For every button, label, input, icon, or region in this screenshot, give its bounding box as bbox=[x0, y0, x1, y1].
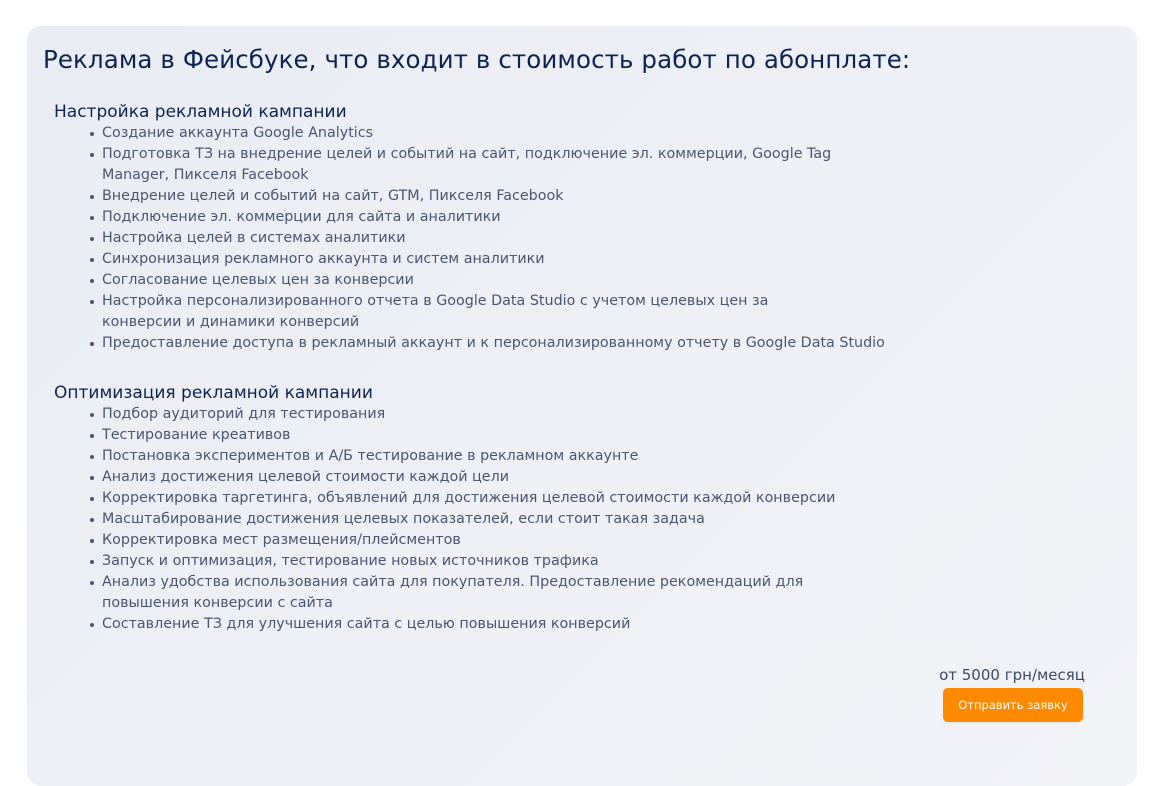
list-item: Подготовка ТЗ на внедрение целей и событий на сайт, подключение эл. коммерции, Google Tag Manager, Пикселя Facebook bbox=[102, 144, 884, 186]
list-item: Синхронизация рекламного аккаунта и систем аналитики bbox=[102, 249, 914, 270]
section-title: Оптимизация рекламной кампании bbox=[54, 383, 373, 403]
list-item: Согласование целевых цен за конверсии bbox=[102, 270, 914, 291]
list-item: Тестирование креативов bbox=[102, 425, 914, 446]
list-item: Создание аккаунта Google Analytics bbox=[102, 123, 914, 144]
list-item: Масштабирование достижения целевых показателей, если стоит такая задача bbox=[102, 509, 914, 530]
list-item: Запуск и оптимизация, тестирование новых источников трафика bbox=[102, 551, 914, 572]
section-setup bbox=[54, 102, 914, 354]
list-item: Анализ достижения целевой стоимости каждой цели bbox=[102, 467, 914, 488]
submit-request-button[interactable]: Отправить заявку bbox=[943, 688, 1083, 722]
pricing-card bbox=[27, 26, 1137, 786]
list-item: Внедрение целей и событий на сайт, GTM, Пикселя Facebook bbox=[102, 186, 914, 207]
section-title: Настройка рекламной кампании bbox=[54, 102, 347, 122]
list-item: Предоставление доступа в рекламный аккаунт и к персонализированному отчету в Google Data Studio bbox=[102, 333, 914, 354]
list-item: Анализ удобства использования сайта для покупателя. Предоставление рекомендаций для повышения конверсии с сайта bbox=[102, 572, 862, 614]
list-item: Настройка целей в системах аналитики bbox=[102, 228, 914, 249]
list-item: Корректировка мест размещения/плейсментов bbox=[102, 530, 914, 551]
list-item: Корректировка таргетинга, объявлений для достижения целевой стоимости каждой конверсии bbox=[102, 488, 914, 509]
section-optimization bbox=[54, 383, 914, 635]
list-item: Подбор аудиторий для тестирования bbox=[102, 404, 914, 425]
list-item: Настройка персонализированного отчета в Google Data Studio с учетом целевых цен за конверсии и динамики конверсий bbox=[102, 291, 852, 333]
list-item: Подключение эл. коммерции для сайта и аналитики bbox=[102, 207, 914, 228]
list-item: Постановка экспериментов и А/Б тестирование в рекламном аккаунте bbox=[102, 446, 914, 467]
optimization-list bbox=[54, 404, 914, 635]
list-item: Составление ТЗ для улучшения сайта с целью повышения конверсий bbox=[102, 614, 914, 635]
page-title: Реклама в Фейсбуке, что входит в стоимость работ по абонплате: bbox=[43, 45, 911, 74]
setup-list bbox=[54, 123, 914, 354]
price-label: от 5000 грн/месяц bbox=[939, 666, 1085, 684]
